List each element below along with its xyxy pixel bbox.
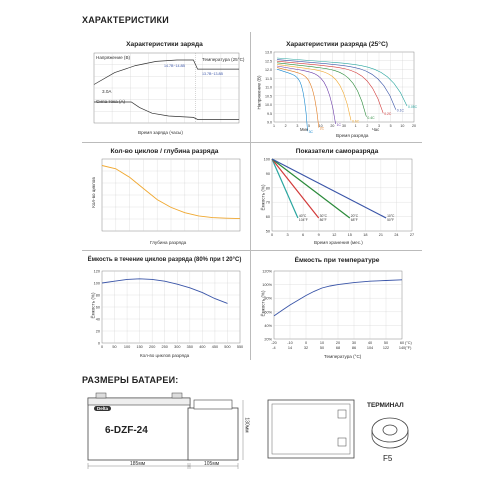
grid-divider [82,250,422,251]
x-tick-label: 5 [308,124,310,128]
brand-logo: Delta [94,406,111,411]
series-label: 50°F [387,218,395,223]
y-tick-label: 12.5 [265,59,272,64]
series-label: 0.4С [367,115,375,120]
series-label: 0.1С [396,108,404,113]
x-tick-label: 24 [394,233,399,237]
y-tick-label: 9.5 [267,111,272,116]
x-tick-label: -10 [287,341,293,345]
terminal-drawing [370,416,410,450]
series-label: 20°C [350,214,359,219]
y-tick-label: 100 [263,157,270,162]
capacity-cycles-panel [82,253,247,360]
x-tick-label: 50 [383,341,389,345]
x-tick-label: -20 [271,341,277,345]
x-tick-label: 2 [366,124,369,128]
series-label: 0.6С [352,119,360,124]
x-tick-label: 104 [366,346,374,350]
self-discharge-panel [252,145,422,248]
series-label: 30°C [319,214,328,219]
x-tick-label: 12 [332,233,337,237]
y-tick-label: 10.5 [265,94,272,99]
x-tick-label: 15 [347,233,352,237]
x-tick-label: 2 [284,124,287,128]
y-axis-label: Напряжение (В) [256,75,262,110]
x-unit-label: (°C) [405,341,412,345]
y-tick-label: 100 [93,281,100,286]
x-tick-label: 0 [100,345,104,349]
chart-title: Характеристики разряда (25°С) [286,41,388,48]
x-tick-label: 30 [342,124,346,128]
temp-label: Температура (25°С) [202,57,245,62]
battery-model: 6-DZF-24 [105,425,148,436]
x-tick-label: 122 [382,346,390,350]
y-tick-label: 60 [265,215,270,220]
x-tick-label: 20 [330,124,335,128]
x-tick-label: 50 [319,346,325,350]
x-tick-label: -4 [272,346,276,350]
current-label: Сила тока (А) [96,99,126,104]
x-tick-label: 20 [412,124,416,128]
y-tick-label: 120% [262,269,272,274]
x-tick-label: 10 [400,124,405,128]
x-tick-label: 140 [398,346,406,350]
series-label: 0.2С [384,112,392,117]
x-tick-label: 550 [236,345,244,349]
y-axis-label: Ёмкость (%) [260,290,266,317]
x-tick-label: 9 [317,233,320,237]
v1-label: 14.7В~14.8В [164,64,185,68]
y-tick-label: 80 [95,293,100,298]
discharge-chart [252,35,422,140]
x-tick-label: 250 [161,345,168,349]
x-tick-label: 200 [149,345,156,349]
charge-chart [82,35,247,140]
x-tick-label: 14 [287,346,293,350]
v2-label: 13.7В~13.8В [202,72,223,76]
y-tick-label: 60 [95,305,100,310]
charge-chart-panel [82,35,247,140]
x-unit-hour: Час [372,127,380,132]
sizes-title: РАЗМЕРЫ БАТАРЕИ: [82,375,179,385]
battery-top-drawing [266,398,358,468]
battery-side-drawing [186,390,246,470]
y-tick-label: 13.0 [265,50,272,55]
y-tick-label: 11.0 [265,85,272,90]
width-dimension: 105мм [204,461,220,467]
y-tick-label: 40 [95,317,100,322]
x-tick-label: 27 [409,233,415,237]
x-tick-label: 10 [319,341,325,345]
series-label: 2С [319,126,325,131]
x-tick-label: 500 [224,345,231,349]
y-axis-label: Ёмкость (%) [260,184,266,211]
series-label: 0.05С [408,105,418,109]
grid-divider [82,142,422,143]
voltage-label: Напряжение (В) [96,55,131,60]
series-label: 10°C [387,214,395,219]
y-tick-label: 20% [264,337,272,342]
y-axis-label: Кол-во циклов [90,177,96,208]
series-label: 68°F [350,218,358,223]
y-tick-label: 60% [264,310,272,315]
terminal-type: F5 [383,454,393,463]
x-tick-label: 3 [296,124,299,128]
x-tick-label: 1 [273,124,275,128]
cycles-chart-panel [82,145,247,248]
x-tick-label: 86 [351,346,357,350]
x-tick-label: 350 [186,345,193,349]
i1-label: 3.0А [102,89,112,94]
series-label: 3С [308,130,313,135]
x-tick-label: 1 [354,124,357,128]
x-tick-label: 60 [399,341,405,345]
x-axis-label: Время хранения (мес.) [314,240,363,245]
x-tick-label: 5 [389,124,392,128]
y-tick-label: 11.5 [265,76,272,81]
x-tick-label: 0 [304,341,308,345]
x-unit-label: (°F) [405,346,412,350]
y-tick-label: 120 [93,269,100,274]
x-axis-label: Температура (°C) [324,354,362,359]
y-tick-label: 80 [265,186,270,191]
x-tick-label: 10 [318,124,323,128]
x-tick-label: 20 [335,341,341,345]
capacity-cycles-chart [82,253,247,360]
x-axis-label: Время заряда (часы) [138,130,183,135]
x-tick-label: 30 [351,341,357,345]
grid-divider [250,32,251,360]
y-tick-label: 10.0 [265,103,272,107]
x-tick-label: 18 [363,233,368,237]
x-tick-label: 50 [112,345,117,349]
x-tick-label: 100 [123,345,131,349]
chart-title: Кол-во циклов / глубина разряда [110,148,219,155]
y-tick-label: 20 [95,329,100,334]
x-tick-label: 68 [335,346,341,350]
page-title: ХАРАКТЕРИСТИКИ [82,15,169,25]
x-tick-label: 400 [199,345,206,349]
y-tick-label: 40% [264,323,272,328]
chart-title: Показатели саморазряда [295,148,379,155]
chart-title: Характеристики заряда [126,41,203,48]
discharge-chart-panel [252,35,422,140]
y-tick-label: 50 [265,229,270,234]
y-tick-label: 70 [265,200,270,205]
series-label: 86°F [319,218,327,223]
y-tick-label: 100% [262,283,272,288]
x-axis-label: Кол-во циклов разряда [140,353,190,358]
y-tick-label: 90 [265,171,270,176]
y-axis-label: Ёмкость (%) [90,292,96,319]
chart-title: Ёмкость при температуре [294,257,380,264]
x-tick-label: 450 [211,345,219,349]
cycles-chart [82,145,247,248]
y-tick-label: 12.0 [265,68,272,72]
series-label: 104°F [298,218,308,223]
x-tick-label: 40 [367,341,373,345]
x-tick-label: 21 [378,233,384,237]
series-label: 40°C [298,214,307,219]
x-tick-label: 3 [378,124,380,128]
x-tick-label: 150 [136,345,143,349]
x-unit-min: Мин [300,127,309,132]
x-tick-label: 300 [174,345,181,349]
chart-title: Ёмкость в течение циклов разряда (80% при t 20°С) [87,257,242,263]
x-tick-label: 3 [286,233,289,237]
capacity-temp-panel [252,253,422,360]
length-dimension: 185мм [130,461,146,467]
series-label: 1С [336,123,341,127]
self-discharge-chart [252,145,422,248]
y-tick-label: 9.0 [267,120,272,125]
y-tick-label: 80% [264,296,272,301]
x-axis-label: Время разряда [336,133,369,138]
height-dimension: 130мм [243,417,250,433]
capacity-temp-chart [252,253,422,360]
x-tick-label: 0 [270,233,274,237]
x-tick-label: 6 [302,233,305,237]
terminal-title: ТЕРМИНАЛ [367,402,404,409]
x-axis-label: Глубина разряда [150,240,187,245]
x-tick-label: 32 [303,346,309,350]
y-tick-label: 0 [97,341,100,346]
